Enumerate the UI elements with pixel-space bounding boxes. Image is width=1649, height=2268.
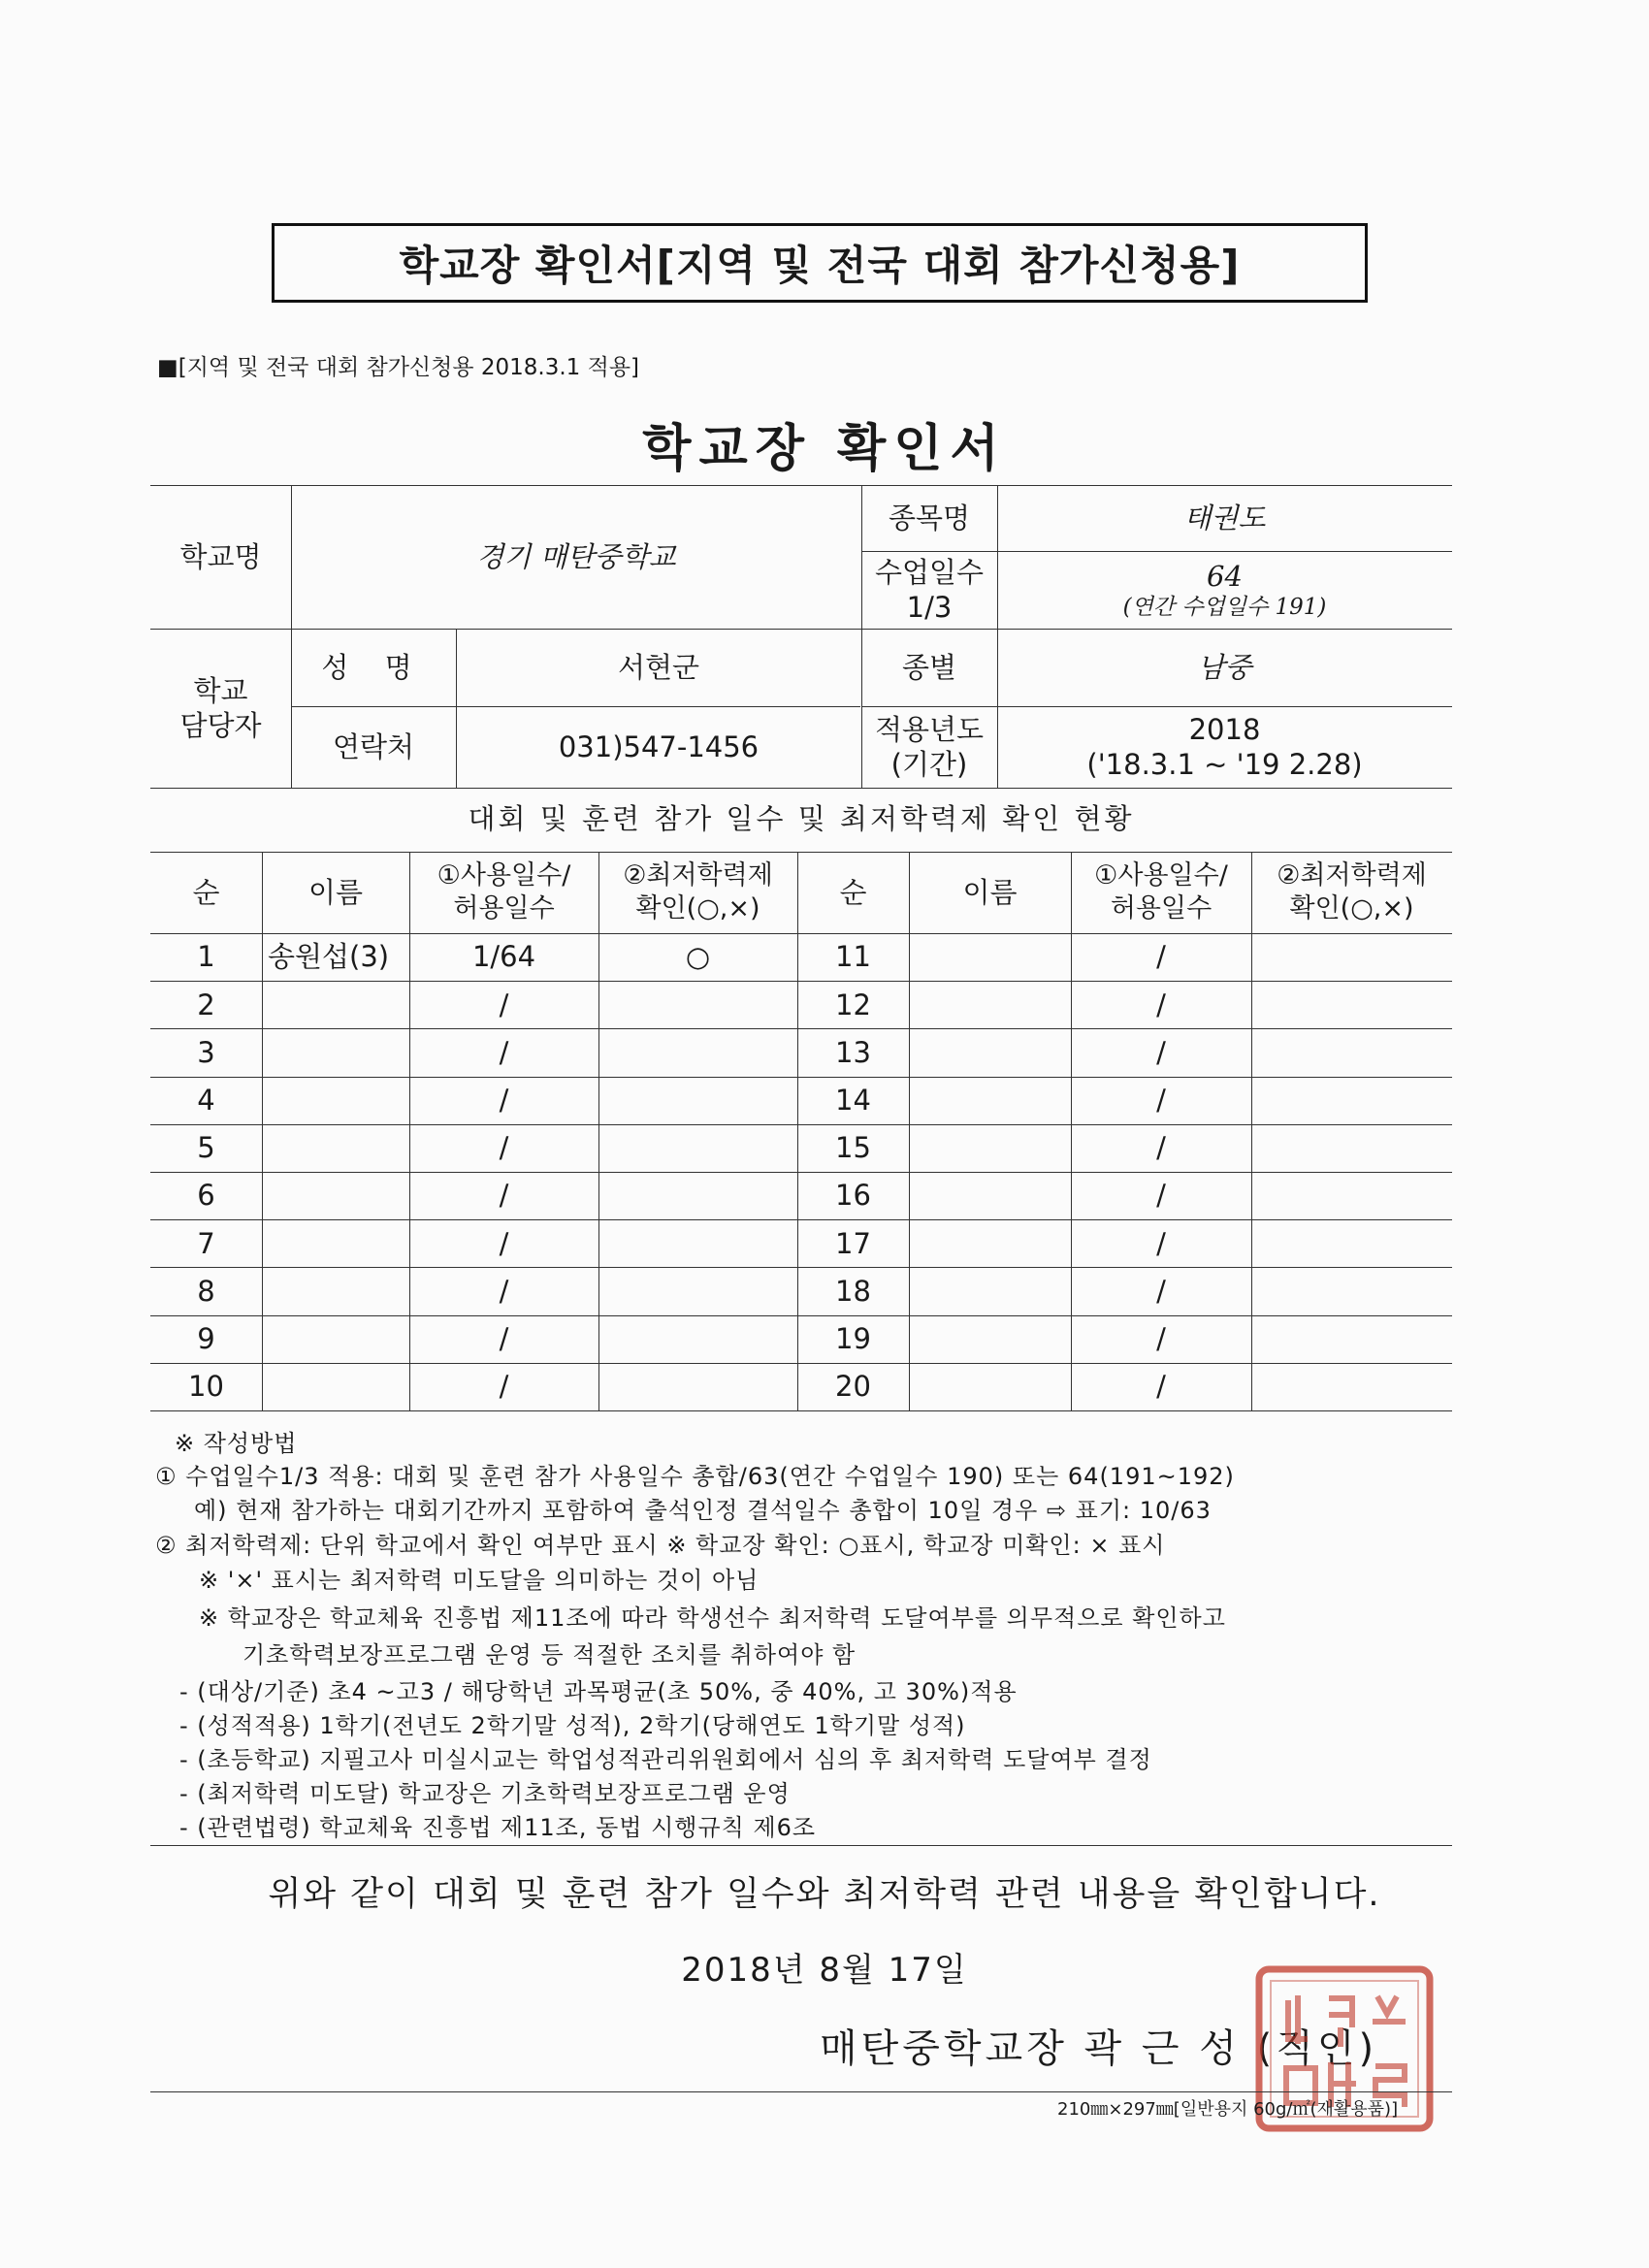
student-name (909, 1315, 1077, 1363)
academic-check: ○ (685, 940, 711, 974)
year-label (861, 706, 997, 788)
note-heading: ※ 작성방법 (175, 1430, 298, 1457)
student-name (262, 981, 415, 1028)
class-days-annual: (연간 수업일수 191) (1122, 594, 1327, 620)
row-number: 12 (835, 988, 871, 1021)
note-item: - (성적적용) 1학기(전년도 2학기말 성적), 2학기(당해연도 1학기말 성적) (179, 1712, 966, 1739)
note-item: 기초학력보장프로그램 운영 등 적절한 조치를 취하여야 함 (242, 1641, 857, 1669)
staff-label (150, 629, 291, 788)
days-used: / (499, 1322, 509, 1356)
student-name (909, 1028, 1077, 1076)
paper-spec-footer: 210㎜×297㎜[일반용지 60g/㎡(재활용품)] (1057, 2099, 1399, 2120)
note-item: 예) 현재 참가하는 대회기간까지 포함하여 출석인정 결석일수 총합이 10일 경우 ⇨ 표기: 10/63 (194, 1497, 1212, 1524)
col-header-check-line2: 확인(○,×) (1289, 893, 1414, 923)
academic-check (598, 1124, 797, 1172)
row-number: 16 (835, 1179, 871, 1213)
row-number: 13 (835, 1035, 871, 1069)
days-used: / (1156, 1226, 1166, 1260)
student-name (262, 1267, 415, 1314)
student-name (909, 1077, 1077, 1124)
year-number: 2018 (1188, 712, 1261, 746)
student-name (262, 1363, 415, 1410)
days-used: / (499, 988, 509, 1021)
days-used: / (1156, 1084, 1166, 1118)
contact-value: 031)547-1456 (558, 729, 760, 763)
section-title: 대회 및 훈련 참가 일수 및 최저학력제 확인 현황 (468, 801, 1135, 835)
col-header-check-line2: 확인(○,×) (635, 893, 760, 923)
academic-check (1251, 933, 1452, 981)
issue-date: 2018년 8월 17일 (681, 1951, 968, 1990)
col-header-no-right: 순 (839, 875, 867, 909)
document-title: 학교장 확인서 (642, 420, 1007, 478)
days-used: / (1156, 988, 1166, 1021)
student-name (262, 1315, 415, 1363)
year-label-line1: 적용년도 (874, 712, 985, 746)
days-used: / (1156, 1322, 1166, 1356)
days-used: / (1156, 1274, 1166, 1308)
academic-check (598, 1172, 797, 1219)
days-used: / (499, 1370, 509, 1404)
col-header-days-left (409, 852, 598, 933)
col-header-check-line1: ②최저학력제 (1277, 860, 1427, 891)
academic-check (598, 1028, 797, 1076)
days-used: / (499, 1084, 509, 1118)
days-used: / (499, 1274, 509, 1308)
school-name-label: 학교명 (179, 539, 262, 573)
student-name (909, 1363, 1077, 1410)
days-used: / (499, 1131, 509, 1165)
academic-check (1251, 981, 1452, 1028)
student-name (262, 1219, 415, 1267)
days-used: / (1156, 1370, 1166, 1404)
note-item: ① 수업일수1/3 적용: 대회 및 훈련 참가 사용일수 총합/63(연간 수업일수 190) 또는 64(191~192) (155, 1463, 1235, 1490)
student-name: 송원섭(3) (268, 940, 390, 974)
student-name (262, 1124, 415, 1172)
student-name (909, 1124, 1077, 1172)
days-used: / (499, 1226, 509, 1260)
col-header-days-line2: 허용일수 (1110, 893, 1212, 923)
row-number: 15 (835, 1131, 871, 1165)
note-item: ※ 학교장은 학교체육 진흥법 제11조에 따라 학생선수 최저학력 도달여부를 의무적으로 확인하고 (199, 1604, 1226, 1632)
col-header-check-right (1251, 852, 1452, 933)
student-name (909, 1267, 1077, 1314)
days-used: / (499, 1035, 509, 1069)
student-name (262, 1172, 415, 1219)
class-days-value (997, 551, 1452, 629)
row-number: 19 (835, 1322, 871, 1356)
academic-check (598, 981, 797, 1028)
contact-label: 연락처 (332, 729, 415, 763)
days-used: / (499, 1179, 509, 1213)
row-number: 9 (197, 1322, 215, 1356)
days-used: / (1156, 1179, 1166, 1213)
row-number: 3 (197, 1035, 215, 1069)
row-number: 17 (835, 1226, 871, 1260)
row-number: 1 (197, 940, 215, 974)
header-title-box: 학교장 확인서[지역 및 전국 대회 참가신청용] (272, 223, 1368, 303)
col-header-days-line2: 허용일수 (453, 893, 555, 923)
row-number: 18 (835, 1274, 871, 1308)
sport-label: 종목명 (888, 501, 971, 535)
academic-check (1251, 1124, 1452, 1172)
col-header-check-left (598, 852, 797, 933)
academic-check (598, 1219, 797, 1267)
staff-name-label: 성 명 (321, 650, 426, 684)
academic-check (598, 1363, 797, 1410)
row-number: 11 (835, 940, 871, 974)
col-header-name-right: 이름 (962, 875, 1018, 909)
row-number: 4 (197, 1084, 215, 1118)
row-number: 14 (835, 1084, 871, 1118)
academic-check (598, 1077, 797, 1124)
student-name (262, 1028, 415, 1076)
class-days-label-line2: 1/3 (906, 591, 953, 624)
sport-value: 태권도 (1183, 501, 1266, 535)
staff-label-line2: 담당자 (179, 709, 262, 742)
student-name (909, 933, 1077, 981)
gender-label: 종별 (901, 650, 957, 684)
days-used: / (1156, 940, 1166, 974)
student-name (909, 1219, 1077, 1267)
edition-note: ■[지역 및 전국 대회 참가신청용 2018.3.1 적용] (157, 355, 640, 380)
principal-signature: 매탄중학교장 곽 근 성 (직인) (820, 2026, 1378, 2071)
col-header-days-right (1071, 852, 1251, 933)
school-name-value: 경기 매탄중학교 (476, 539, 676, 573)
academic-check (1251, 1028, 1452, 1076)
academic-check (598, 1267, 797, 1314)
academic-check (1251, 1267, 1452, 1314)
note-item: - (초등학교) 지필고사 미실시교는 학업성적관리위원회에서 심의 후 최저학력 도달여부 결정 (179, 1746, 1152, 1773)
note-item: - (최저학력 미도달) 학교장은 기초학력보장프로그램 운영 (179, 1780, 791, 1807)
class-days-label-line1: 수업일수 (874, 555, 985, 589)
row-number: 5 (197, 1131, 215, 1165)
col-header-name-left: 이름 (307, 875, 364, 909)
note-item: - (대상/기준) 초4 ~고3 / 해당학년 과목평균(초 50%, 중 40%, 고 30%)적용 (179, 1678, 1018, 1705)
row-number: 7 (197, 1226, 215, 1260)
row-number: 10 (188, 1370, 224, 1404)
row-number: 6 (197, 1179, 215, 1213)
academic-check (1251, 1315, 1452, 1363)
col-header-days-line1: ①사용일수/ (436, 860, 571, 891)
staff-name-value: 서현군 (617, 650, 700, 684)
student-name (909, 981, 1077, 1028)
note-item: ※ '×' 표시는 최저학력 미도달을 의미하는 것이 아님 (199, 1567, 760, 1594)
gender-value: 남중 (1197, 650, 1252, 684)
days-used: / (1156, 1131, 1166, 1165)
row-number: 8 (197, 1274, 215, 1308)
academic-check (598, 1315, 797, 1363)
row-number: 2 (197, 988, 215, 1021)
student-name (262, 1077, 415, 1124)
year-value (997, 706, 1452, 788)
academic-check (1251, 1172, 1452, 1219)
declaration-text: 위와 같이 대회 및 훈련 참가 일수와 최저학력 관련 내용을 확인합니다. (268, 1875, 1381, 1914)
col-header-no-left: 순 (192, 875, 220, 909)
col-header-days-line1: ①사용일수/ (1094, 860, 1228, 891)
year-label-line2: (기간) (890, 748, 968, 781)
note-item: - (관련법령) 학교체육 진흥법 제11조, 동법 시행규칙 제6조 (179, 1814, 817, 1841)
class-days-label (861, 551, 997, 629)
academic-check (1251, 1363, 1452, 1410)
col-header-check-line1: ②최저학력제 (623, 860, 773, 891)
days-used: 1/64 (471, 940, 536, 974)
staff-label-line1: 학교 (193, 673, 248, 707)
days-used: / (1156, 1035, 1166, 1069)
note-item: ② 최저학력제: 단위 학교에서 확인 여부만 표시 ※ 학교장 확인: ○표시, 학교장 미확인: × 표시 (155, 1532, 1166, 1559)
academic-check (1251, 1077, 1452, 1124)
row-number: 20 (835, 1370, 871, 1404)
year-period: ('18.3.1 ~ '19 2.28) (1086, 748, 1363, 781)
academic-check (1251, 1219, 1452, 1267)
student-name (909, 1172, 1077, 1219)
class-days-number: 64 (1207, 559, 1243, 593)
